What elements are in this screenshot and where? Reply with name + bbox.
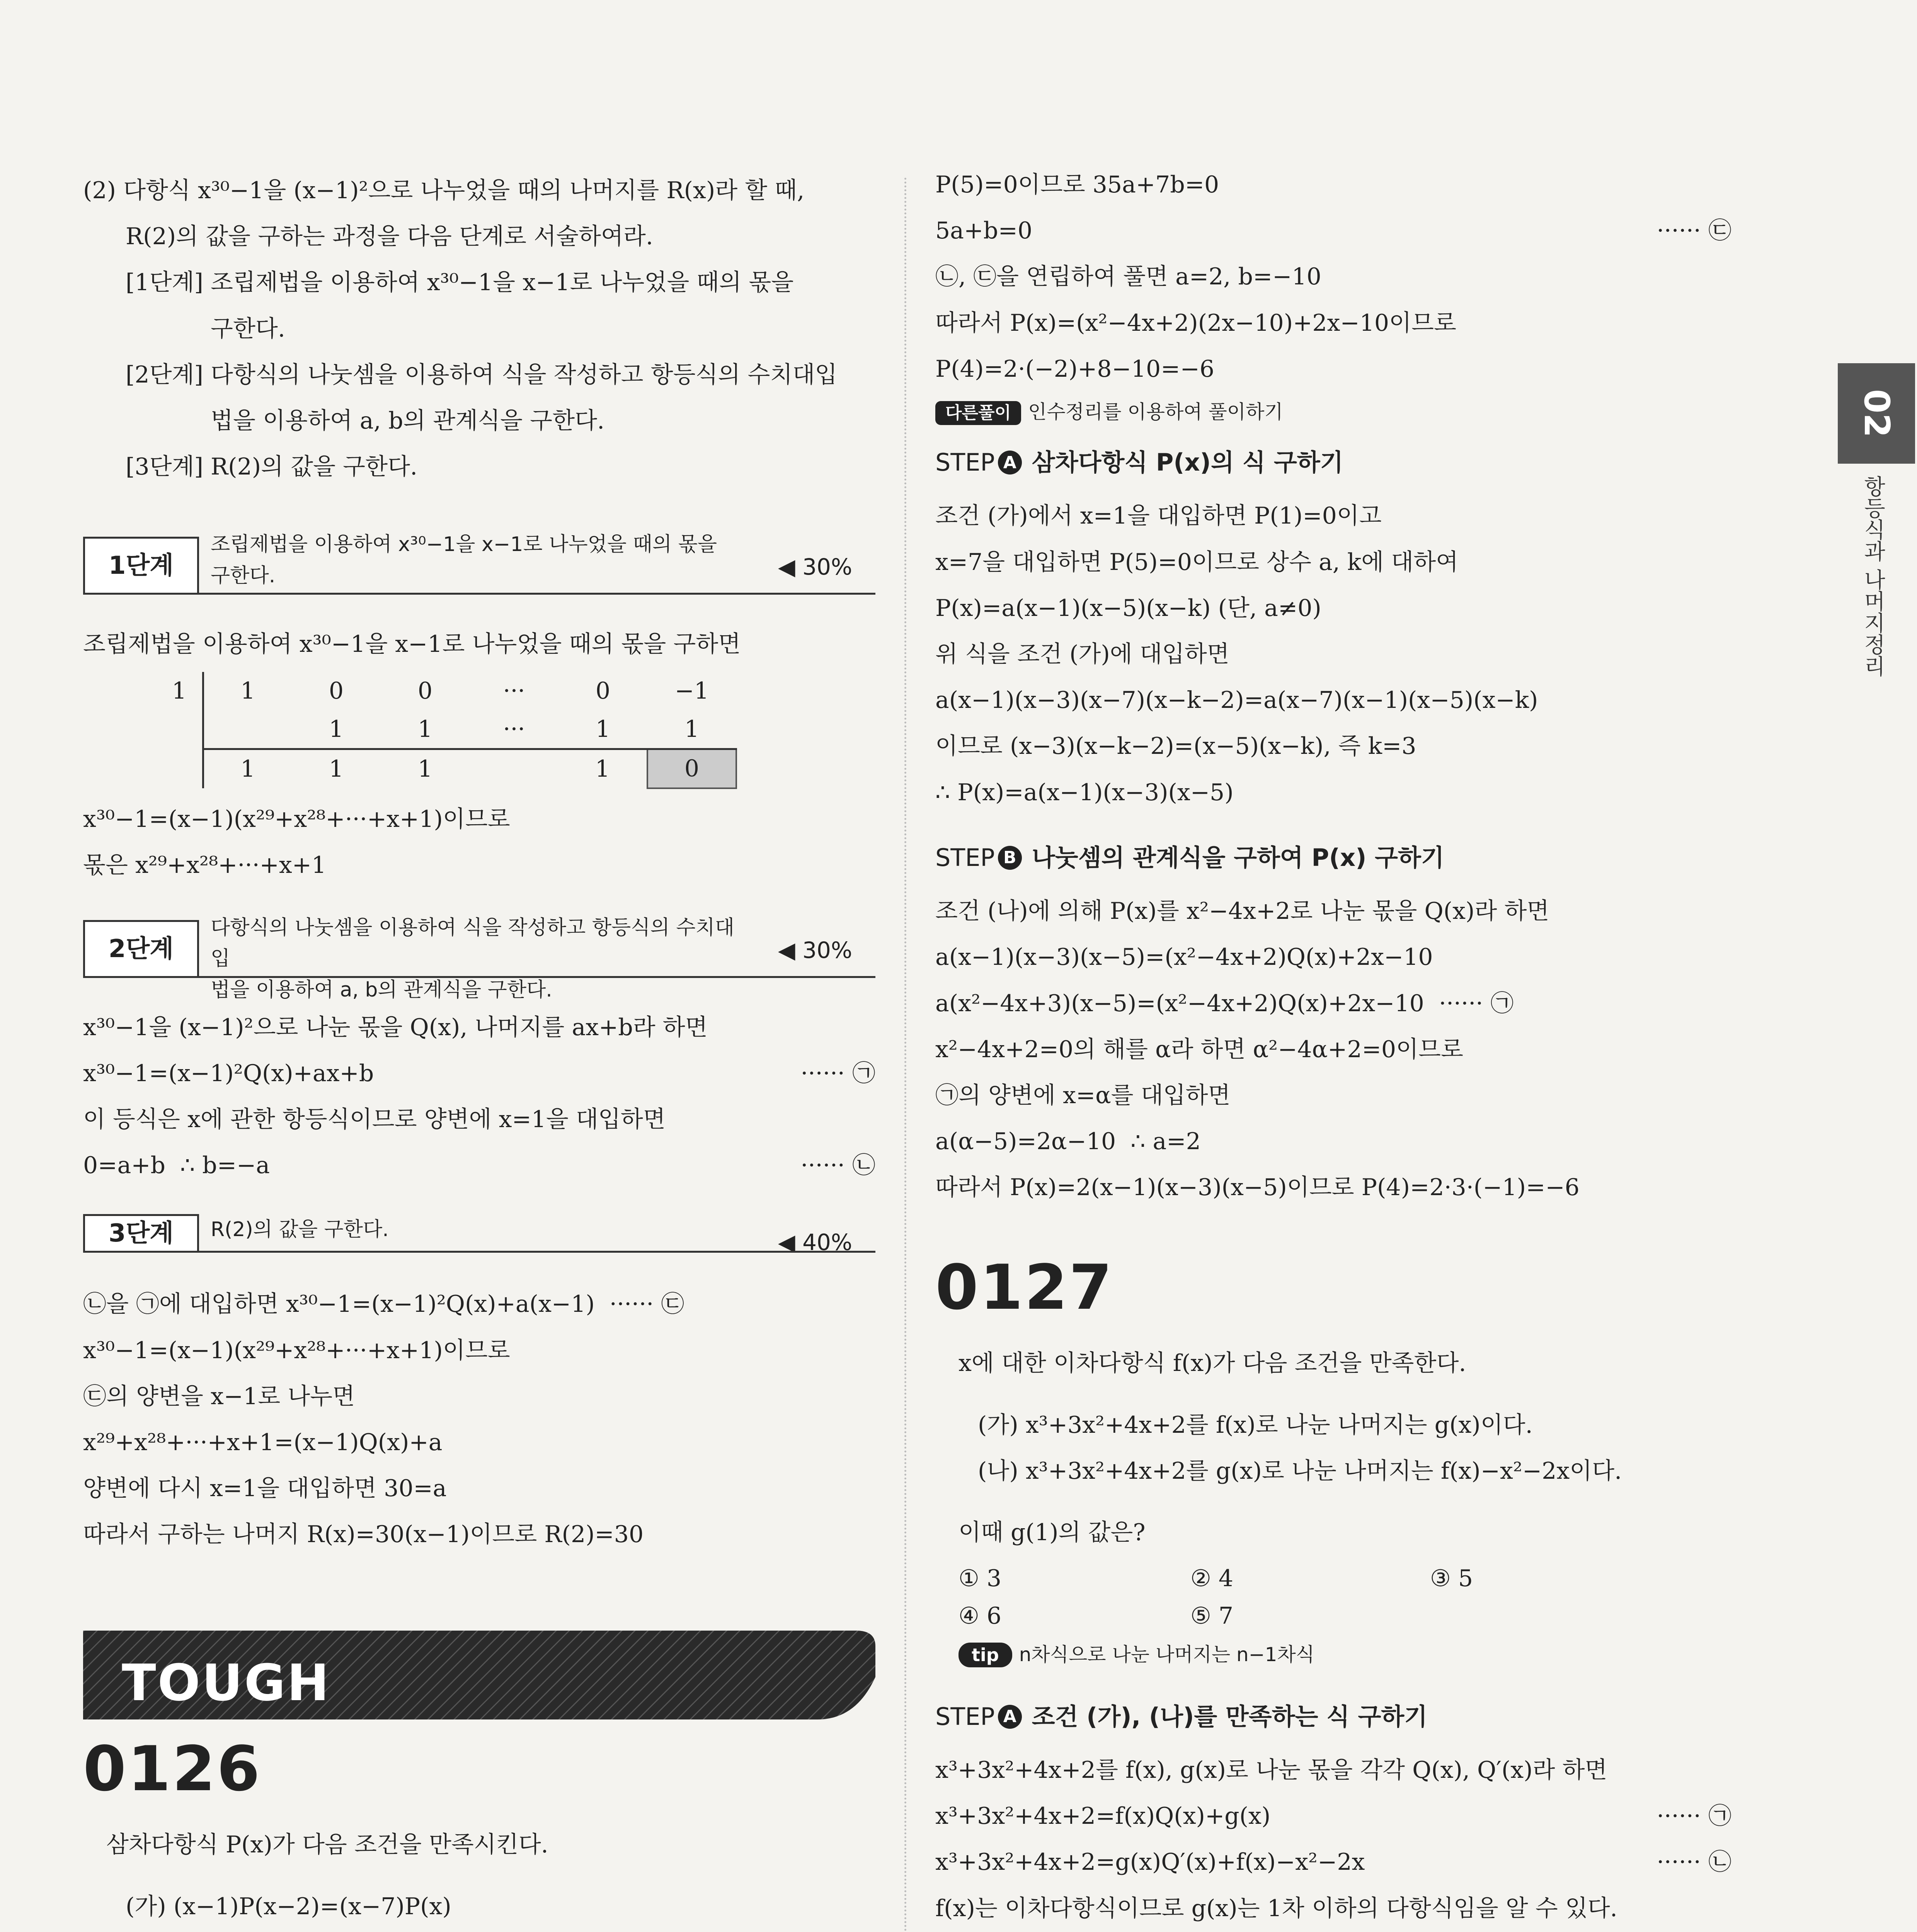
line-text: 5a+b=0: [935, 217, 1033, 245]
answer-choices: [935, 1560, 1731, 1635]
table-cell: 1: [292, 749, 381, 789]
table-cell: [157, 749, 203, 789]
solution-line: x³⁰−1=(x−1)(x²⁹+x²⁸+···+x+1)이므로: [83, 1337, 510, 1364]
stage-description: [211, 529, 752, 591]
choice[interactable]: ⑤ 7: [1190, 1602, 1234, 1630]
stage-rule: [199, 1251, 875, 1253]
alt-step-b-heading: [935, 838, 1731, 877]
table-cell: 1: [381, 749, 470, 789]
step-word: STEP: [935, 448, 995, 476]
table-cell: 1: [157, 672, 203, 711]
step-a-heading: [935, 1697, 1731, 1736]
step-word: STEP: [935, 843, 995, 872]
solution-line: [935, 350, 1731, 388]
table-cell: 1: [240, 677, 255, 704]
solution-line: [83, 1101, 875, 1138]
equation-marker: ······ ㉠: [1657, 1803, 1731, 1830]
stage-percent: ◀ 30%: [778, 554, 852, 580]
stage-desc-line: 다항식의 나눗셈을 이용하여 식을 작성하고 항등식의 수치대입: [211, 916, 734, 971]
table-cell: 1: [595, 715, 611, 743]
tip-text: n차식으로 나눈 나머지는 n−1차식: [1019, 1643, 1315, 1666]
table-cell: ···: [503, 677, 525, 704]
table-row: [157, 711, 736, 749]
step-text: 조건 (가), (나)를 만족하는 식 구하기: [1032, 1702, 1428, 1731]
chapter-tab[interactable]: 02: [1838, 363, 1915, 464]
condition: (가) x³+3x²+4x+2를 f(x)로 나눈 나머지는 g(x)이다.: [978, 1411, 1533, 1439]
choice[interactable]: ④ 6: [958, 1602, 1002, 1630]
intro-line: 법을 이용하여 a, b의 관계식을 구한다.: [211, 407, 605, 434]
stage-percent: ◀ 40%: [778, 1229, 852, 1256]
solution-line: 조건 (나)에 의해 P(x)를 x²−4x+2로 나눈 몫을 Q(x)라 하면: [935, 898, 1549, 925]
problem-number: 0127: [935, 1251, 1114, 1324]
intro-line: [3단계] R(2)의 값을 구한다.: [126, 453, 418, 481]
line-text: x³+3x²+4x+2=g(x)Q′(x)+f(x)−x²−2x: [935, 1849, 1365, 1876]
stage-rule: [199, 976, 875, 978]
line-text: f(x)는 이차다항식이므로 g(x)는 1차 이하의 다항식임을 알 수 있다.: [935, 1895, 1617, 1922]
stage-2-header: [83, 916, 875, 1002]
problem-2-intro: [83, 172, 875, 486]
intro-line: (2) 다항식 x³⁰−1을 (x−1)²으로 나누었을 때의 나머지를 R(x)라 할 때,: [83, 177, 805, 204]
line-text: 이 등식은 x에 관한 항등식이므로 양변에 x=1을 대입하면: [83, 1105, 666, 1133]
condition: (가) (x−1)P(x−2)=(x−7)P(x): [126, 1893, 451, 1920]
table-cell: 0: [595, 677, 611, 704]
table-cell: 0: [417, 677, 433, 704]
step-letter-icon: B: [998, 846, 1022, 870]
problem-number: 0126: [83, 1733, 262, 1805]
step-word: STEP: [935, 1702, 995, 1731]
alt-solution-line: [935, 396, 1731, 428]
table-row: [157, 672, 736, 711]
solution-line: 따라서 구하는 나머지 R(x)=30(x−1)이므로 R(2)=30: [83, 1521, 644, 1548]
solution-line: 양변에 다시 x=1을 대입하면 30=a: [83, 1475, 447, 1502]
table-cell: 1: [329, 715, 344, 743]
solution-line: x²−4x+2=0의 해를 α라 하면 α²−4α+2=0이므로: [935, 1036, 1463, 1063]
solution-line: 따라서 P(x)=2(x−1)(x−3)(x−5)이므로 P(4)=2·3·(−1)=−6: [935, 1174, 1580, 1201]
solution-line: 이므로 (x−3)(x−k−2)=(x−5)(x−k), 즉 k=3: [935, 733, 1416, 760]
solution-line: 몫은 x²⁹+x²⁸+···+x+1: [83, 852, 327, 879]
solution-line: a(x−1)(x−3)(x−7)(x−k−2)=a(x−7)(x−1)(x−5)(x−k): [935, 687, 1538, 714]
intro-line: R(2)의 값을 구하는 과정을 다음 단계로 서술하여라.: [126, 223, 653, 250]
stage-badge: 3단계: [83, 1214, 199, 1253]
table-cell: [157, 711, 203, 749]
choice[interactable]: ② 4: [1190, 1565, 1234, 1592]
table-row: [157, 749, 736, 789]
stage-desc-line: 법을 이용하여 a, b의 관계식을 구한다.: [211, 978, 552, 1002]
stage-rule: [199, 593, 875, 595]
problem-stem: 삼차다항식 P(x)가 다음 조건을 만족시킨다.: [106, 1831, 548, 1859]
table-cell: 1: [558, 749, 647, 789]
line-text: x³+3x²+4x+2를 f(x), g(x)로 나눈 몫을 각각 Q(x), Q′(x)라 하면: [935, 1757, 1607, 1784]
chapter-title: 항등식과 나머지정리: [1860, 475, 1886, 677]
remainder-cell: 0: [647, 749, 736, 789]
solution-line: [83, 1147, 875, 1184]
solution-line: [935, 304, 1731, 342]
table-cell: [470, 749, 558, 789]
line-text: x³⁰−1=(x−1)²Q(x)+ax+b: [83, 1060, 374, 1087]
choice[interactable]: ③ 5: [1430, 1565, 1473, 1592]
line-text: P(4)=2·(−2)+8−10=−6: [935, 355, 1214, 383]
stage-desc-line: 구한다.: [211, 564, 276, 587]
solution-line: [935, 258, 1731, 296]
solution-line: x=7을 대입하면 P(5)=0이므로 상수 a, k에 대하여: [935, 548, 1459, 576]
solution-line: ㉠의 양변에 x=α를 대입하면: [935, 1082, 1231, 1109]
table-cell: [203, 711, 292, 749]
line-text: x³⁰−1을 (x−1)²으로 나눈 몫을 Q(x), 나머지를 ax+b라 하면: [83, 1014, 708, 1041]
equation-marker: ······ ㉢: [1657, 217, 1731, 245]
solution-line: [83, 1055, 875, 1092]
stage-description: R(2)의 값을 구한다.: [211, 1218, 389, 1242]
stage-3-header: [83, 1216, 875, 1259]
choice[interactable]: ① 3: [958, 1565, 1002, 1592]
synthetic-division-table: [157, 672, 737, 789]
solution-line: ∴ P(x)=a(x−1)(x−3)(x−5): [935, 779, 1234, 806]
solution-line: a(x²−4x+3)(x−5)=(x²−4x+2)Q(x)+2x−10 ······ ㉠: [935, 990, 1514, 1017]
line-text: x³+3x²+4x+2=f(x)Q(x)+g(x): [935, 1803, 1271, 1830]
table-cell: 0: [329, 677, 344, 704]
stage-badge: 2단계: [83, 920, 199, 978]
solution-line: x³⁰−1=(x−1)(x²⁹+x²⁸+···+x+1)이므로: [83, 806, 510, 833]
problem-stem: x에 대한 이차다항식 f(x)가 다음 조건을 만족한다.: [958, 1350, 1466, 1377]
tough-label: TOUGH: [122, 1653, 331, 1713]
equation-marker: ······ ㉠: [800, 1060, 875, 1087]
tip-line: [935, 1639, 1731, 1670]
solution-line: a(x−1)(x−3)(x−5)=(x²−4x+2)Q(x)+2x−10: [935, 944, 1433, 971]
left-column: [83, 172, 875, 1932]
stage-description: [211, 912, 752, 1006]
line-text: 0=a+b ∴ b=−a: [83, 1152, 270, 1179]
problem-question: 이때 g(1)의 값은?: [958, 1519, 1146, 1546]
solution-line: ㉢의 양변을 x−1로 나누면: [83, 1383, 355, 1410]
intro-line: 구한다.: [211, 315, 285, 342]
solution-line: a(α−5)=2α−10 ∴ a=2: [935, 1128, 1201, 1155]
solution-line: P(x)=a(x−1)(x−5)(x−k) (단, a≠0): [935, 594, 1321, 622]
solution-line: [935, 1890, 1731, 1927]
table-cell: ···: [503, 715, 525, 743]
solution-line: 조건 (가)에서 x=1을 대입하면 P(1)=0이고: [935, 502, 1382, 530]
stage-percent: ◀ 30%: [778, 937, 852, 963]
tough-banner: [83, 1631, 875, 1719]
alt-step-a-heading: [935, 443, 1731, 482]
stage-desc-line: 조립제법을 이용하여 x³⁰−1을 x−1로 나누었을 때의 몫을: [211, 533, 717, 556]
solution-line: [935, 1844, 1731, 1881]
alt-solution-text: 인수정리를 이용하여 풀이하기: [1028, 400, 1283, 423]
solution-line: x²⁹+x²⁸+···+x+1=(x−1)Q(x)+a: [83, 1429, 443, 1456]
column-divider: [904, 178, 906, 1932]
line-text: 따라서 P(x)=(x²−4x+2)(2x−10)+2x−10이므로: [935, 309, 1456, 337]
solution-line: [935, 212, 1731, 250]
intro-line: [2단계] 다항식의 나눗셈을 이용하여 식을 작성하고 항등식의 수치대입: [126, 361, 838, 388]
intro-line: [1단계] 조립제법을 이용하여 x³⁰−1을 x−1로 나누었을 때의 몫을: [126, 269, 794, 296]
line-text: P(5)=0이므로 35a+7b=0: [935, 171, 1219, 198]
solution-line: [935, 1752, 1731, 1789]
table-cell: 1: [203, 749, 292, 789]
stage-badge: 1단계: [83, 537, 199, 595]
stage-1-header: [83, 533, 875, 599]
solution-line: 위 식을 조건 (가)에 대입하면: [935, 640, 1229, 668]
table-cell: 1: [684, 715, 700, 743]
solution-line: [935, 1798, 1731, 1835]
table-cell: −1: [674, 677, 709, 704]
step-text: 나눗셈의 관계식을 구하여 P(x) 구하기: [1032, 843, 1444, 872]
solution-line: 조립제법을 이용하여 x³⁰−1을 x−1로 나누었을 때의 몫을 구하면: [83, 631, 741, 658]
alt-solution-badge: 다른풀이: [935, 401, 1021, 425]
step-text: 삼차다항식 P(x)의 식 구하기: [1032, 448, 1343, 476]
equation-marker: ······ ㉡: [800, 1152, 875, 1179]
step-letter-icon: A: [998, 451, 1022, 474]
solution-line: ㉡을 ㉠에 대입하면 x³⁰−1=(x−1)²Q(x)+a(x−1) ······ ㉢: [83, 1291, 684, 1318]
condition: (나) x³+3x²+4x+2를 g(x)로 나눈 나머지는 f(x)−x²−2x이다.: [978, 1457, 1622, 1485]
solution-line: [83, 1009, 875, 1046]
step-letter-icon: A: [998, 1705, 1022, 1729]
equation-marker: ······ ㉡: [1657, 1849, 1731, 1876]
line-text: ㉡, ㉢을 연립하여 풀면 a=2, b=−10: [935, 263, 1321, 291]
table-cell: 1: [417, 715, 433, 743]
solution-line: [935, 166, 1731, 204]
right-column: [935, 166, 1731, 1932]
tip-badge: tip: [958, 1643, 1012, 1667]
